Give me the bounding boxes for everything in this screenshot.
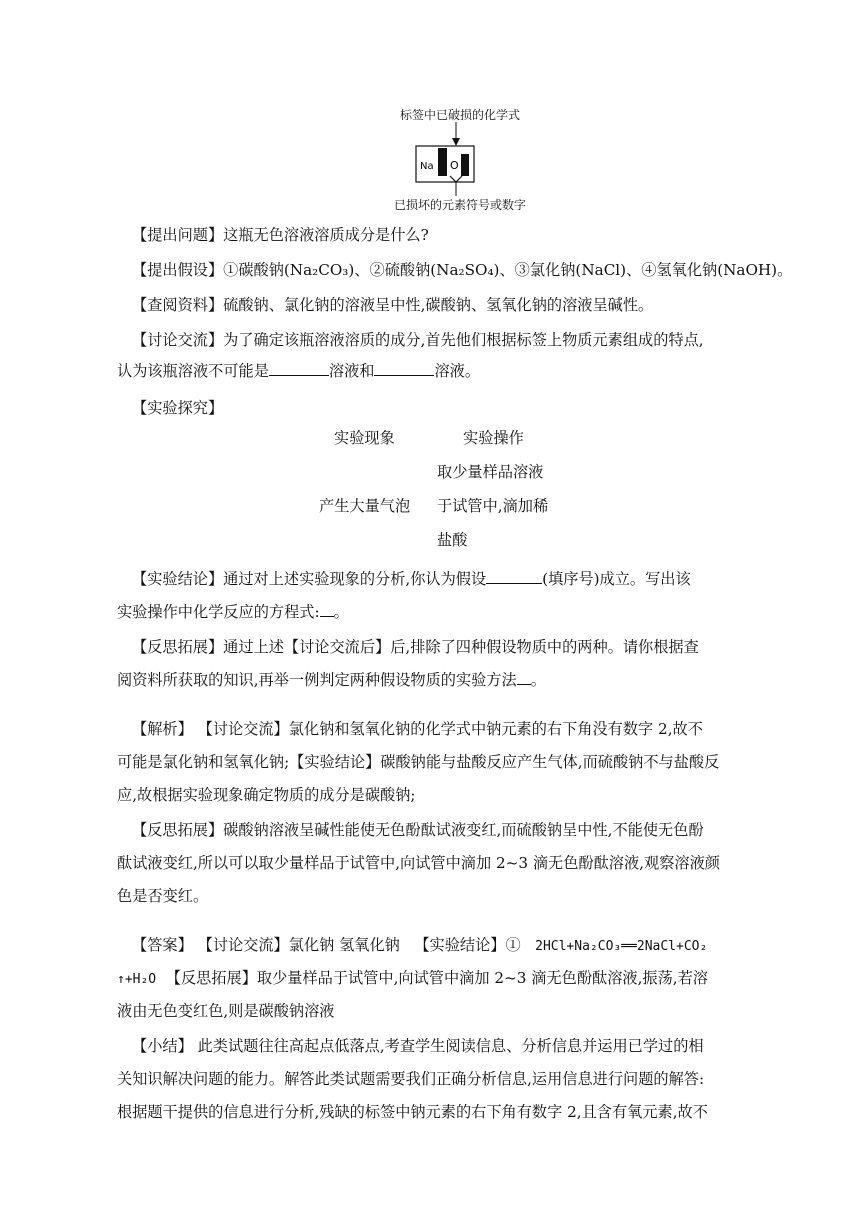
operation-line: 盐酸 xyxy=(437,531,468,549)
conclusion-paragraph xyxy=(132,562,732,597)
paragraph-text: 通过对上述实验现象的分析,你认为假设 xyxy=(223,570,487,588)
damaged-label-diagram xyxy=(360,122,560,196)
na-symbol: Na xyxy=(420,161,434,172)
section-label: 【反思拓展】 xyxy=(132,638,224,656)
paragraph-text: ①碳酸钠(Na₂CO₃)、②硫酸钠(Na₂SO₄)、③氯化钠(NaCl)、④氢氧化钠(NaOH)。 xyxy=(223,261,793,279)
answer-paragraph xyxy=(132,928,732,964)
answer-paragraph-line3 xyxy=(117,994,717,1029)
answer-blank[interactable] xyxy=(517,666,531,685)
section-label: 【提出假设】 xyxy=(132,261,224,279)
section-label: 【答案】 xyxy=(132,936,193,954)
section-label: 【反思拓展】 xyxy=(132,821,224,839)
summary-paragraph-line2 xyxy=(117,1062,717,1097)
paragraph-text: 硫酸钠、氯化钠的溶液呈中性,碳酸钠、氢氧化钠的溶液呈碱性。 xyxy=(223,296,654,314)
paragraph-text: 认为该瓶溶液不可能是 xyxy=(117,362,269,380)
section-label: 【实验探究】 xyxy=(132,399,224,417)
column-header-phenomenon: 实验现象 xyxy=(334,429,395,447)
analysis-paragraph-line2 xyxy=(117,745,720,780)
section-label: 【查阅资料】 xyxy=(132,296,224,314)
analysis-reflection-line3 xyxy=(117,879,717,914)
hypothesis-paragraph xyxy=(132,253,793,288)
answer-blank[interactable] xyxy=(486,565,542,584)
column-header-operation: 实验操作 xyxy=(463,429,524,447)
question-paragraph xyxy=(132,218,732,253)
reference-paragraph xyxy=(132,288,732,323)
section-label: 【讨论交流】 xyxy=(132,331,224,349)
paragraph-text: 【反思拓展】取少量样品于试管中,向试管中滴加 2~3 滴无色酚酞溶液,振荡,若溶 xyxy=(165,969,708,987)
section-label: 【提出问题】 xyxy=(132,226,224,244)
phenomenon-cell: 产生大量气泡 xyxy=(319,497,411,515)
analysis-reflection-paragraph xyxy=(132,813,732,848)
section-label: 【小结】 xyxy=(132,1037,193,1055)
paragraph-text: 。 xyxy=(530,671,546,689)
paragraph-text: 阅资料所获取的知识,再举一例判定两种假设物质的实验方法 xyxy=(117,671,517,689)
paragraph-text: 溶液。 xyxy=(434,362,480,380)
paragraph-text: 溶液和 xyxy=(328,362,375,380)
answer-blank[interactable] xyxy=(374,357,434,376)
paragraph-text: 液由无色变红色,则是碳酸钠溶液 xyxy=(117,1002,335,1020)
conclusion-paragraph-line2 xyxy=(117,595,717,630)
answer-paragraph-line2 xyxy=(117,961,717,997)
label-figure xyxy=(360,104,560,216)
paragraph-text: 通过上述【讨论交流后】后,排除了四种假设物质中的两种。请你根据查 xyxy=(223,638,699,656)
reflection-paragraph xyxy=(132,630,732,665)
paragraph-text: 色是否变红。 xyxy=(117,887,209,905)
chemical-equation: ↑+H₂O xyxy=(117,972,157,987)
paragraph-text: 应,故根据实验现象确定物质的成分是碳酸钠; xyxy=(117,786,416,804)
paragraph-text: 。 xyxy=(333,603,349,621)
paragraph-text: 可能是氯化钠和氢氧化钠;【实验结论】碳酸钠能与盐酸反应产生气体,而硫酸钠不与盐酸反 xyxy=(117,753,720,771)
paragraph-text: 【实验结论】① xyxy=(414,936,521,954)
operation-line: 于试管中,滴加稀 xyxy=(437,497,549,515)
paragraph-text: 【讨论交流】氯化钠和氢氧化钠的化学式中钠元素的右下角没有数字 2,故不 xyxy=(197,720,703,738)
paragraph-text: 根据题干提供的信息进行分析,残缺的标签中钠元素的右下角有数字 2,且含有氧元素,故不 xyxy=(117,1103,708,1121)
paragraph-text: 实验操作中化学反应的方程式: xyxy=(117,603,320,621)
paragraph-text: 此类试题往往高起点低落点,考查学生阅读信息、分析信息并运用已学过的相 xyxy=(197,1037,704,1055)
chemical-equation: 2HCl+Na₂CO₃══2NaCl+CO₂ xyxy=(535,939,708,954)
paragraph-text: 关知识解决问题的能力。解答此类试题需要我们正确分析信息,运用信息进行问题的解答: xyxy=(117,1070,705,1088)
summary-paragraph-line3 xyxy=(117,1095,717,1130)
paragraph-text: 这瓶无色溶液溶质成分是什么? xyxy=(223,226,429,244)
paragraph-text: 碳酸钠溶液呈碱性能使无色酚酞试液变红,而硫酸钠呈中性,不能使无色酚 xyxy=(223,821,704,839)
section-label: 【实验结论】 xyxy=(132,570,224,588)
analysis-paragraph-line3 xyxy=(117,778,717,813)
o-symbol: O xyxy=(450,159,459,172)
figure-caption-top: 标签中已破损的化学式 xyxy=(399,108,520,122)
analysis-reflection-line2 xyxy=(117,846,720,881)
discussion-paragraph xyxy=(132,323,732,358)
paragraph-text: 酞试液变红,所以可以取少量样品于试管中,向试管中滴加 2~3 滴无色酚酞溶液,观察溶液颜 xyxy=(117,854,720,872)
answer-blank[interactable] xyxy=(320,598,334,617)
summary-paragraph xyxy=(132,1029,732,1064)
reflection-paragraph-line2 xyxy=(117,663,717,698)
analysis-paragraph xyxy=(132,712,732,747)
figure-caption-bottom: 已损坏的元素符号或数字 xyxy=(393,198,526,212)
discussion-paragraph-line2 xyxy=(117,354,717,389)
operation-line: 取少量样品溶液 xyxy=(437,463,544,481)
experiment-heading xyxy=(132,391,732,426)
answer-blank[interactable] xyxy=(269,357,329,376)
paragraph-text: 【讨论交流】氯化钠 氢氧化钠 xyxy=(197,936,400,954)
paragraph-text: 为了确定该瓶溶液溶质的成分,首先他们根据标签上物质元素组成的特点, xyxy=(223,331,704,349)
paragraph-text: (填序号)成立。写出该 xyxy=(542,570,691,588)
section-label: 【解析】 xyxy=(132,720,193,738)
